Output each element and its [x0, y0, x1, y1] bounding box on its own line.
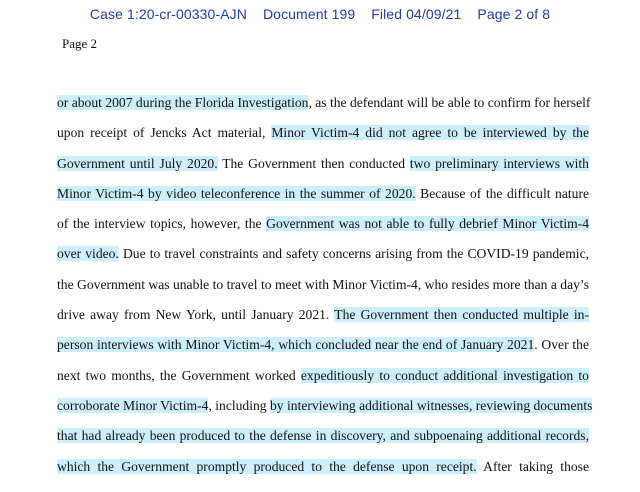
highlighted-text: Minor Victim-4 by video teleconference in the summer of 2020. — [57, 185, 416, 201]
text-line — [57, 304, 589, 334]
text-segment: of the interview topics, however, the — [57, 216, 267, 232]
document-header — [0, 6, 640, 22]
filed-date: Filed 04/09/21 — [371, 6, 462, 22]
highlighted-text: Government until July 2020. — [57, 155, 218, 171]
highlighted-text: Government was not able to fully debrief Minor Victim-4 — [266, 216, 589, 232]
text-line — [57, 395, 593, 425]
text-line — [57, 243, 589, 273]
highlighted-text: two preliminary interviews with — [409, 155, 589, 171]
highlighted-text: that had already been produced to the defense in discovery, and subpoenaing additional records, — [57, 428, 589, 444]
text-line — [57, 425, 589, 455]
text-segment: drive away from New York, until January 2021. — [57, 307, 335, 323]
highlighted-text: expeditiously to conduct additional investigation to — [300, 367, 589, 383]
text-line — [57, 274, 589, 304]
text-segment: Because of the difficult nature — [415, 185, 590, 201]
text-line — [57, 456, 589, 486]
text-segment: the Government was unable to travel to meet with Minor Victim-4, who resides more than a day’s — [57, 276, 589, 292]
case-number: Case 1:20-cr-00330-AJN — [89, 6, 247, 22]
text-segment: Due to travel constraints and safety concerns arising from the COVID-19 pandemic, — [118, 246, 589, 262]
text-segment: next two months, the Government worked — [57, 367, 301, 383]
text-segment: After taking those — [476, 458, 589, 474]
highlighted-text: Minor Victim-4 did not agree to be interviewed by the — [271, 125, 589, 141]
highlighted-text: by interviewing additional witnesses, reviewing documents — [270, 397, 593, 413]
text-line — [57, 153, 589, 183]
text-segment: . Over the — [534, 337, 589, 353]
highlighted-text: person interviews with Minor Victim-4, which concluded near the end of January 2021 — [57, 337, 535, 353]
text-segment: , as the defendant will be able to confirm for herself — [308, 95, 591, 110]
highlighted-text: The Government then conducted multiple in- — [334, 307, 589, 323]
text-line — [57, 183, 589, 213]
highlighted-text: which the Government promptly produced to the defense upon receipt. — [57, 458, 477, 474]
text-line — [57, 92, 589, 122]
text-line — [57, 213, 589, 243]
body-paragraph — [57, 92, 593, 486]
highlighted-text: or about 2007 during the Florida Investigation — [57, 95, 309, 110]
highlighted-text: corroborate Minor Victim-4 — [57, 397, 209, 413]
page-indicator: Page 2 of 8 — [477, 6, 551, 22]
text-segment: The Government then conducted — [217, 155, 410, 171]
text-segment: , including — [208, 397, 270, 413]
document-number: Document 199 — [262, 6, 356, 22]
text-segment: upon receipt of Jencks Act material, — [57, 125, 272, 141]
text-line — [57, 122, 589, 152]
page-label: Page 2 — [62, 36, 98, 51]
text-line — [57, 334, 589, 364]
highlighted-text: over video. — [57, 246, 119, 262]
text-line — [57, 365, 589, 395]
